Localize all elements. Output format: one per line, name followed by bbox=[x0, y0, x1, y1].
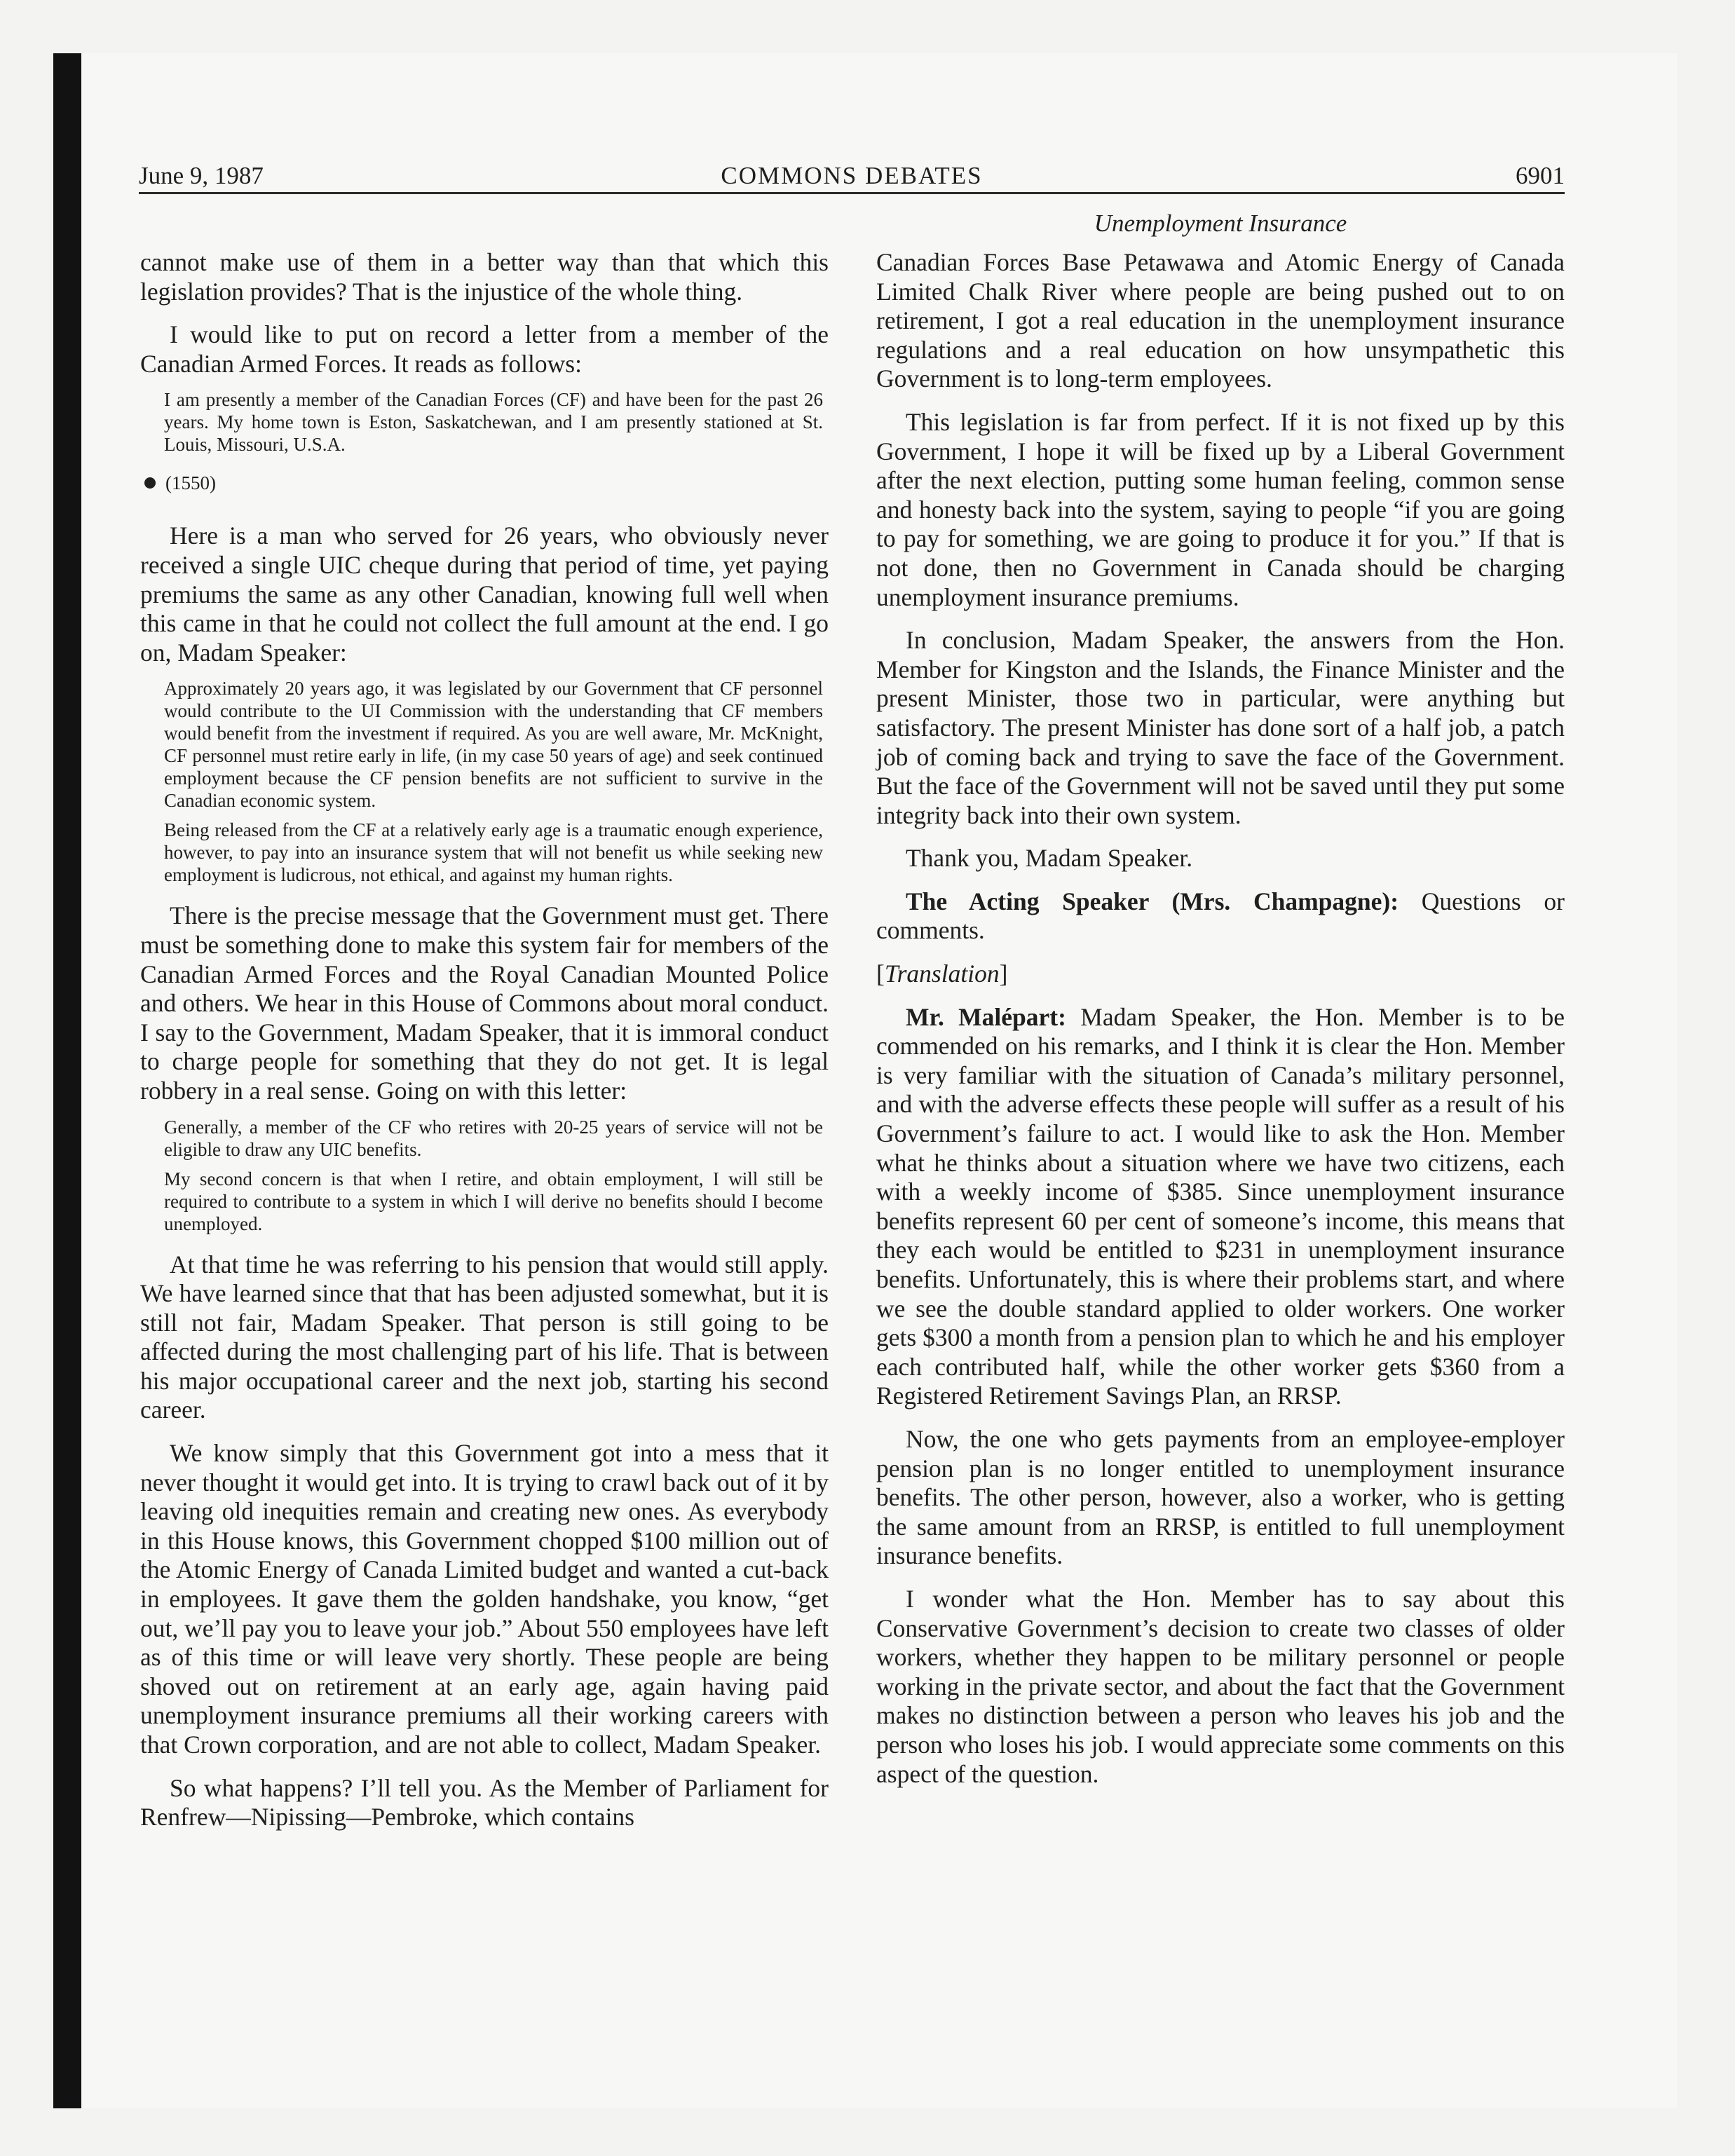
bullet-icon bbox=[144, 477, 156, 489]
paragraph: At that time he was referring to his pension that would still apply. We have learned since that that has been adjusted somewhat, but it is still not fair, Madam Speaker. That person is still going to be affected during the most challenging part of his life. That is between his major occupational career and the next job, starting his second career. bbox=[140, 1250, 829, 1424]
header-date: June 9, 1987 bbox=[139, 162, 264, 189]
paragraph: We know simply that this Government got into a mess that it never thought it would get into. It is trying to crawl back out of it by leaving old inequities remain and creating new ones. As everybody in this House knows, this Government chopped $100 million out of the Atomic Energy of Canada Limited budget and wanted a cut-back in employees. It gave them the golden handshake, you know, “get out, we’ll pay you to leave your job.” About 550 employees have left as of this time or will leave very shortly. These people are being shoved out on retirement at an early age, again having paid unemployment insurance premiums all their working careers with that Crown corporation, and are not able to collect, Madam Speaker. bbox=[140, 1439, 829, 1759]
subject-heading: Unemployment Insurance bbox=[1094, 210, 1347, 237]
quote-paragraph: My second concern is that when I retire, and obtain employment, I will still be required to contribute to a system in which I will derive no benefits should I become unemployed. bbox=[164, 1168, 823, 1234]
quote-paragraph: I am presently a member of the Canadian Forces (CF) and have been for the past 26 years. My home town is Eston, Saskatchewan, and I am presently stationed at St. Louis, Missouri, U.S.A. bbox=[164, 389, 823, 456]
paragraph: Thank you, Madam Speaker. bbox=[906, 844, 1193, 873]
language-label: Translation bbox=[884, 960, 1000, 988]
running-head bbox=[139, 160, 1565, 194]
paragraph: This legislation is far from perfect. If it is not fixed up by this Government, I hope it will be fixed up by a Liberal Government after the next election, putting some human feeling, common sense and honesty back into the system, saying to people “if you are going to pay for something, we are going to produce it for you.” If that is not done, then no Government in Canada should be charging unemployment insurance premiums. bbox=[876, 407, 1565, 611]
letter-quote bbox=[140, 388, 829, 456]
paragraph: cannot make use of them in a better way than that which this legislation provides? That is the injustice of the whole thing. bbox=[140, 248, 829, 306]
header-title: COMMONS DEBATES bbox=[721, 162, 983, 189]
speech-text: Madam Speaker, the Hon. Member is to be commended on his remarks, and I think it is clear the Hon. Member is very familiar with the situation of Canada’s military personnel, and with the adverse effects these people will suffer as a result of his Government’s failure to act. I would like to ask the Hon. Member what he thinks about a situation where we have two citizens, each with a weekly income of $385. Since unemployment insurance benefits represent 60 per cent of someone’s income, this means that they each would be entitled to $231 in unemployment insurance benefits. Unfortunately, this is where their problems start, and where we see the double standard applied to older workers. One worker gets $300 a month from a pension plan to which he and his employer each contributed half, while the other worker gets $360 from a Registered Retirement Savings Plan, an RRSP. bbox=[876, 1002, 1565, 1410]
paragraph: I would like to put on record a letter from a member of the Canadian Armed Forces. It reads as follows: bbox=[140, 320, 829, 378]
speaker-paragraph bbox=[876, 1003, 1565, 1411]
speaker-paragraph bbox=[876, 887, 1565, 946]
speaker-name: Mr. Malépart: bbox=[906, 1002, 1066, 1031]
paragraph: Now, the one who gets payments from an employee-employer pension plan is no longer entitled to unemployment insurance benefits. The other person, however, also a worker, who is getting the same amount from an RRSP, is entitled to full unemployment insurance benefits. bbox=[876, 1424, 1565, 1570]
timestamp bbox=[144, 471, 829, 495]
language-note: [Translation] bbox=[876, 960, 1008, 988]
speaker-name: The Acting Speaker (Mrs. Champagne): bbox=[906, 887, 1399, 915]
header-page-number: 6901 bbox=[1516, 162, 1565, 189]
letter-quote bbox=[140, 1116, 829, 1235]
quote-paragraph: Approximately 20 years ago, it was legislated by our Government that CF personnel would contribute to the UI Commission with the understanding that CF members would benefit from the investment if required. As you are well aware, Mr. McKnight, CF personnel must retire early in life, (in my case 50 years of age) and seek continued employment because the CF pension benefits are not sufficient to survive in the Canadian economic system. bbox=[164, 678, 823, 812]
paragraph: Canadian Forces Base Petawawa and Atomic Energy of Canada Limited Chalk River where people are being pushed out to on retirement, I got a real education in the unemployment insurance regulations and a real education on how unsympathetic this Government is to long-term employees. bbox=[876, 248, 1565, 393]
paragraph: There is the precise message that the Government must get. There must be something done to make this system fair for members of the Canadian Armed Forces and the Royal Canadian Mounted Police and others. We hear in this House of Commons about moral conduct. I say to the Government, Madam Speaker, that it is immoral conduct to charge people for something that they do not get. It is legal robbery in a real sense. Going on with this letter: bbox=[140, 901, 829, 1105]
paragraph: I wonder what the Hon. Member has to say about this Conservative Government’s decision to create two classes of older workers, whether they happen to be military personnel or people working in the private sector, and about the fact that the Government makes no distinction between a person who leaves his job and the person who loses his job. I would appreciate some comments on this aspect of the question. bbox=[876, 1584, 1565, 1788]
quote-paragraph: Being released from the CF at a relatively early age is a traumatic enough experience, however, to pay into an insurance system that will not benefit us while seeking new employment is ludicrous, not ethical, and against my human rights. bbox=[164, 819, 823, 886]
quote-paragraph: Generally, a member of the CF who retires with 20-25 years of service will not be eligible to draw any UIC benefits. bbox=[164, 1116, 823, 1160]
speech-text: Questions or comments. bbox=[876, 887, 1565, 945]
paragraph: So what happens? I’ll tell you. As the Member of Parliament for Renfrew—Nipissing—Pembroke, which contains bbox=[140, 1773, 829, 1831]
left-column bbox=[140, 248, 829, 1846]
scan-edge bbox=[53, 53, 81, 2108]
letter-quote bbox=[140, 677, 829, 886]
paragraph: Here is a man who served for 26 years, who obviously never received a single UIC cheque during that period of time, yet paying premiums the same as any other Canadian, knowing full well when this came in that he could not collect the full amount at the end. I go on, Madam Speaker: bbox=[140, 521, 829, 667]
timestamp-text: (1550) bbox=[165, 472, 216, 494]
right-column bbox=[876, 248, 1565, 1803]
paragraph: In conclusion, Madam Speaker, the answers from the Hon. Member for Kingston and the Islands, the Finance Minister and the present Minister, those two in particular, were anything but satisfactory. The present Minister has done sort of a half job, a patch job of coming back and trying to save the face of the Government. But the face of the Government will not be saved until they put some integrity back into their own system. bbox=[876, 626, 1565, 829]
